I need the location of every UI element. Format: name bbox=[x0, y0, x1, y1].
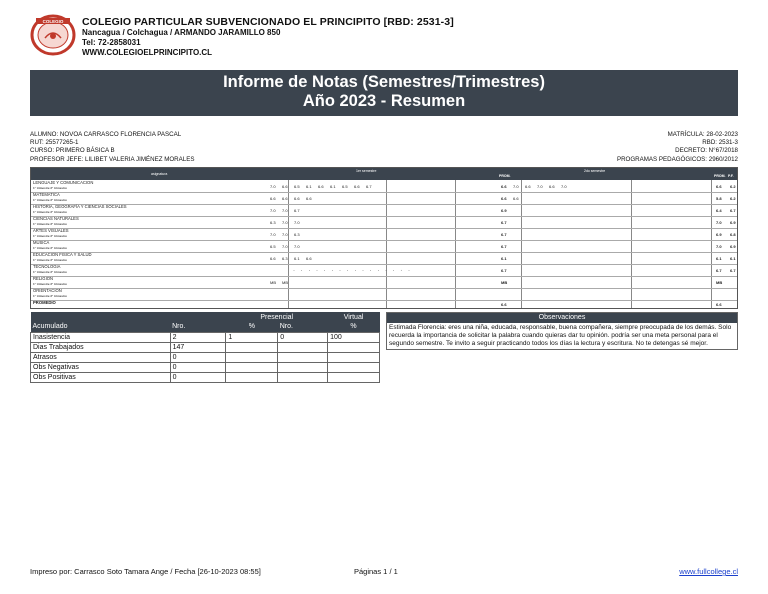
row-divider bbox=[31, 300, 737, 301]
grade-cell: 6.1 bbox=[306, 184, 312, 189]
attendance-label: Inasistencia bbox=[31, 332, 171, 342]
attendance-value: 1 bbox=[226, 332, 278, 342]
fullcollege-link[interactable]: www.fullcollege.cl bbox=[679, 567, 738, 576]
attendance-value bbox=[328, 372, 380, 382]
semester2-average: 6.4 bbox=[716, 208, 722, 213]
semester1-average: 6.7 bbox=[501, 232, 507, 237]
row-divider bbox=[31, 192, 737, 193]
head-teacher: PROFESOR JEFE: LILIBET VALERIA JIMÉNEZ MORALES bbox=[30, 155, 195, 163]
attendance-value bbox=[226, 362, 278, 372]
subject-name: TECNOLOGIA 1° trimestre 2° trimestre bbox=[33, 264, 67, 274]
semester2-average: 6.1 bbox=[716, 256, 722, 261]
subject-name: MUSICA 1° trimestre 2° trimestre bbox=[33, 240, 67, 250]
grade-cell: 6.5 bbox=[342, 184, 348, 189]
rbd-code: RBD: 2531-3 bbox=[702, 139, 738, 147]
grade-cell: 7.0 bbox=[294, 220, 300, 225]
grade-cell: 6.6 bbox=[282, 196, 288, 201]
semester1-average: 6.7 bbox=[501, 244, 507, 249]
row-divider bbox=[31, 240, 737, 241]
attendance-row bbox=[31, 352, 380, 362]
virtual-header: Virtual bbox=[328, 312, 380, 322]
semester2-average: 6.7 bbox=[716, 268, 722, 273]
empty-grade-dots: · · · · · · · · · · · · · · · · bbox=[293, 268, 412, 274]
subject-sublabel: 1° trimestre 2° trimestre bbox=[33, 257, 67, 262]
school-name: COLEGIO PARTICULAR SUBVENCIONADO EL PRINCIPITO [RBD: 2531-3] bbox=[82, 16, 454, 28]
subject-name: HISTORIA, GEOGRAFÍA Y CIENCIAS SOCIALES 1° trimestre 2° trimestre bbox=[33, 204, 127, 214]
attendance-value: 2 bbox=[170, 332, 226, 342]
grade-cell: 7.0 bbox=[282, 244, 288, 249]
subject-sublabel: 1° trimestre 2° trimestre bbox=[33, 233, 67, 238]
grade-cell: 6.6 bbox=[306, 196, 312, 201]
decree: DECRETO: N°67/2018 bbox=[675, 147, 738, 155]
subject-sublabel: 1° trimestre 2° trimestre bbox=[33, 197, 67, 202]
final-grade: 6.7 bbox=[730, 208, 736, 213]
semester2-average: MB bbox=[716, 280, 723, 285]
school-website: WWW.COLEGIOELPRINCIPITO.CL bbox=[82, 48, 213, 57]
pf-label: P.F. bbox=[728, 174, 734, 178]
grade-cell: 6.6 bbox=[306, 256, 312, 261]
pct2-header: % bbox=[328, 322, 380, 332]
sem1-label: 1er semestre bbox=[356, 169, 377, 173]
grade-cell: 6.6 bbox=[525, 184, 531, 189]
grade-cell: 6.6 bbox=[318, 184, 324, 189]
observations-box bbox=[386, 312, 738, 350]
attendance-row bbox=[31, 372, 380, 382]
semester1-average: 6.6 bbox=[501, 196, 507, 201]
row-divider bbox=[31, 216, 737, 217]
enrollment-info bbox=[617, 131, 738, 164]
final-grade: 6.7 bbox=[730, 268, 736, 273]
final-grade: 6.1 bbox=[730, 256, 736, 261]
grade-cell: 6.3 bbox=[294, 232, 300, 237]
semester1-average: 6.7 bbox=[501, 220, 507, 225]
semester1-average: 6.9 bbox=[501, 208, 507, 213]
semester2-average: 6.9 bbox=[716, 232, 722, 237]
subject-name: LENGUAJE Y COMUNICACION 1° trimestre 2° trimestre bbox=[33, 180, 94, 190]
student-info bbox=[30, 131, 194, 164]
grade-cell: 7.0 bbox=[537, 184, 543, 189]
sem2-label: 2do semestre bbox=[584, 169, 606, 173]
semester1-average: 6.6 bbox=[501, 184, 507, 189]
grade-cell: 6.6 bbox=[513, 196, 519, 201]
final-grade: 6.2 bbox=[730, 196, 736, 201]
row-divider bbox=[31, 288, 737, 289]
semester2-average: 7.0 bbox=[716, 244, 722, 249]
prom2-label: PROM. bbox=[714, 174, 726, 178]
subject-sublabel: 1° trimestre 2° trimestre bbox=[33, 185, 67, 190]
subject-sublabel: 1° trimestre 2° trimestre bbox=[33, 209, 67, 214]
col-asignatura: asignatura bbox=[151, 172, 168, 176]
grade-cell: 7.0 bbox=[282, 232, 288, 237]
subject-name: ORIENTACION 1° trimestre 2° trimestre bbox=[33, 288, 67, 298]
observations-title: Observaciones bbox=[387, 313, 737, 323]
attendance-value bbox=[278, 372, 328, 382]
attendance-value: 0 bbox=[278, 332, 328, 342]
row-divider bbox=[31, 252, 737, 253]
attendance-value bbox=[226, 342, 278, 352]
attendance-value bbox=[278, 352, 328, 362]
prom1-label: PROM. bbox=[499, 174, 511, 178]
attendance-value: 100 bbox=[328, 332, 380, 342]
grade-cell: 6.3 bbox=[270, 220, 276, 225]
grade-cell: 7.0 bbox=[294, 244, 300, 249]
nro1-header: Nro. bbox=[170, 322, 226, 332]
school-phone: Tel: 72-2858031 bbox=[82, 38, 141, 47]
grade-cell: 7.0 bbox=[561, 184, 567, 189]
nro2-header: Nro. bbox=[278, 322, 328, 332]
overall-average: 6.6 bbox=[716, 302, 722, 307]
attendance-value bbox=[278, 362, 328, 372]
observations-text: Estimada Florencia: eres una niña, educada, responsable, buena compañera, siempre preocupada de los demás. Solo recuerda la importancia de solicitar la palabra cuando quieras dar tu opinión. podría ser una meta personal para el segundo semestre. Te invito a seguir practicando todos los días la lectura y escritura. No te detengas sé mejor. bbox=[389, 324, 732, 347]
page-count: Páginas 1 / 1 bbox=[354, 567, 398, 576]
printed-by: Impreso por: Carrasco Soto Tamara Ange / Fecha [26-10-2023 08:55] bbox=[30, 567, 261, 576]
subject-sublabel: 1° trimestre 2° trimestre bbox=[33, 293, 67, 298]
grade-cell: MB bbox=[270, 280, 276, 285]
attendance-label: Dias Trabajados bbox=[31, 342, 171, 352]
attendance-label: Atrasos bbox=[31, 352, 171, 362]
semester1-average: 6.1 bbox=[501, 256, 507, 261]
final-grade: 6.9 bbox=[730, 220, 736, 225]
final-grade: 6.8 bbox=[730, 232, 736, 237]
subject-name: RELIGION 1° trimestre 2° trimestre bbox=[33, 276, 67, 286]
grade-cell: MB bbox=[282, 280, 288, 285]
grades-table bbox=[30, 167, 738, 309]
semester1-average: MB bbox=[501, 280, 508, 285]
grade-cell: 7.0 bbox=[270, 232, 276, 237]
grade-cell: 6.6 bbox=[282, 184, 288, 189]
semester1-average: 6.7 bbox=[501, 268, 507, 273]
attendance-row bbox=[31, 342, 380, 352]
row-divider bbox=[31, 228, 737, 229]
grade-cell: 6.3 bbox=[282, 256, 288, 261]
attendance-value bbox=[328, 352, 380, 362]
subject-name: MATEMATICA 1° trimestre 2° trimestre bbox=[33, 192, 67, 202]
attendance-value: 147 bbox=[170, 342, 226, 352]
pct1-header: % bbox=[226, 322, 278, 332]
row-divider bbox=[31, 276, 737, 277]
enrollment-date: MATRÍCULA: 28-02-2023 bbox=[667, 131, 738, 138]
grade-cell: 7.0 bbox=[513, 184, 519, 189]
final-grade: 6.2 bbox=[730, 184, 736, 189]
grade-cell: 7.0 bbox=[282, 208, 288, 213]
school-address: Nancagua / Colchagua / ARMANDO JARAMILLO 850 bbox=[82, 28, 281, 37]
grade-cell: 6.7 bbox=[294, 208, 300, 213]
subject-name: ARTES VISUALES 1° trimestre 2° trimestre bbox=[33, 228, 69, 238]
attendance-label: Obs Negativas bbox=[31, 362, 171, 372]
report-subtitle: Año 2023 - Resumen bbox=[302, 92, 466, 110]
grades-header bbox=[31, 168, 737, 180]
attendance-value bbox=[278, 342, 328, 352]
attendance-value: 0 bbox=[170, 362, 226, 372]
presencial-header: Presencial bbox=[226, 312, 328, 322]
semester2-average: 6.6 bbox=[716, 184, 722, 189]
attendance-table bbox=[30, 312, 380, 383]
semester2-average: 5.8 bbox=[716, 196, 722, 201]
subject-sublabel: 1° trimestre 2° trimestre bbox=[33, 221, 67, 226]
final-grade: 6.9 bbox=[730, 244, 736, 249]
grade-cell: 6.6 bbox=[294, 196, 300, 201]
grade-cell: 7.0 bbox=[270, 208, 276, 213]
attendance-row bbox=[31, 362, 380, 372]
grade-cell: 6.1 bbox=[294, 256, 300, 261]
school-logo-icon bbox=[30, 14, 76, 56]
grade-cell: 6.6 bbox=[549, 184, 555, 189]
grade-cell: 6.5 bbox=[270, 244, 276, 249]
school-header bbox=[30, 12, 750, 60]
attendance-row bbox=[31, 332, 380, 342]
subject-sublabel: 1° trimestre 2° trimestre bbox=[33, 281, 67, 286]
grade-cell: 6.6 bbox=[270, 196, 276, 201]
average-row-label: PROMEDIO bbox=[33, 300, 56, 305]
svg-text:COLEGIO: COLEGIO bbox=[42, 19, 64, 24]
attendance-value bbox=[328, 342, 380, 352]
attendance-value bbox=[226, 372, 278, 382]
report-banner bbox=[30, 70, 738, 116]
attendance-label: Obs Positivas bbox=[31, 372, 171, 382]
grade-cell: 6.7 bbox=[366, 184, 372, 189]
student-name: ALUMNO: NOVOA CARRASCO FLORENCIA PASCAL bbox=[30, 131, 182, 138]
subject-name: CIENCIAS NATURALES 1° trimestre 2° trimestre bbox=[33, 216, 79, 226]
report-title: Informe de Notas (Semestres/Trimestres) bbox=[223, 73, 545, 91]
subject-name: EDUCACION FISICA Y SALUD 1° trimestre 2° trimestre bbox=[33, 252, 92, 262]
grade-cell: 6.1 bbox=[330, 184, 336, 189]
grade-cell: 6.6 bbox=[354, 184, 360, 189]
pedagogical-programs: PROGRAMAS PEDAGÓGICOS: 2960/2012 bbox=[616, 155, 738, 163]
student-rut: RUT: 25577265-1 bbox=[30, 139, 79, 147]
grade-cell: 6.6 bbox=[270, 256, 276, 261]
subject-sublabel: 1° trimestre 2° trimestre bbox=[33, 269, 67, 274]
semester2-average: 7.0 bbox=[716, 220, 722, 225]
overall-average: 6.6 bbox=[501, 302, 507, 307]
attendance-value bbox=[328, 362, 380, 372]
grade-cell: 7.0 bbox=[270, 184, 276, 189]
attendance-value bbox=[226, 352, 278, 362]
student-course: CURSO: PRIMERO BÁSICA B bbox=[30, 147, 115, 155]
row-divider bbox=[31, 204, 737, 205]
grade-cell: 6.5 bbox=[294, 184, 300, 189]
grade-cell: 7.0 bbox=[282, 220, 288, 225]
acumulado-header: Acumulado bbox=[31, 322, 171, 332]
row-divider bbox=[31, 264, 737, 265]
subject-sublabel: 1° trimestre 2° trimestre bbox=[33, 245, 67, 250]
attendance-value: 0 bbox=[170, 372, 226, 382]
attendance-value: 0 bbox=[170, 352, 226, 362]
